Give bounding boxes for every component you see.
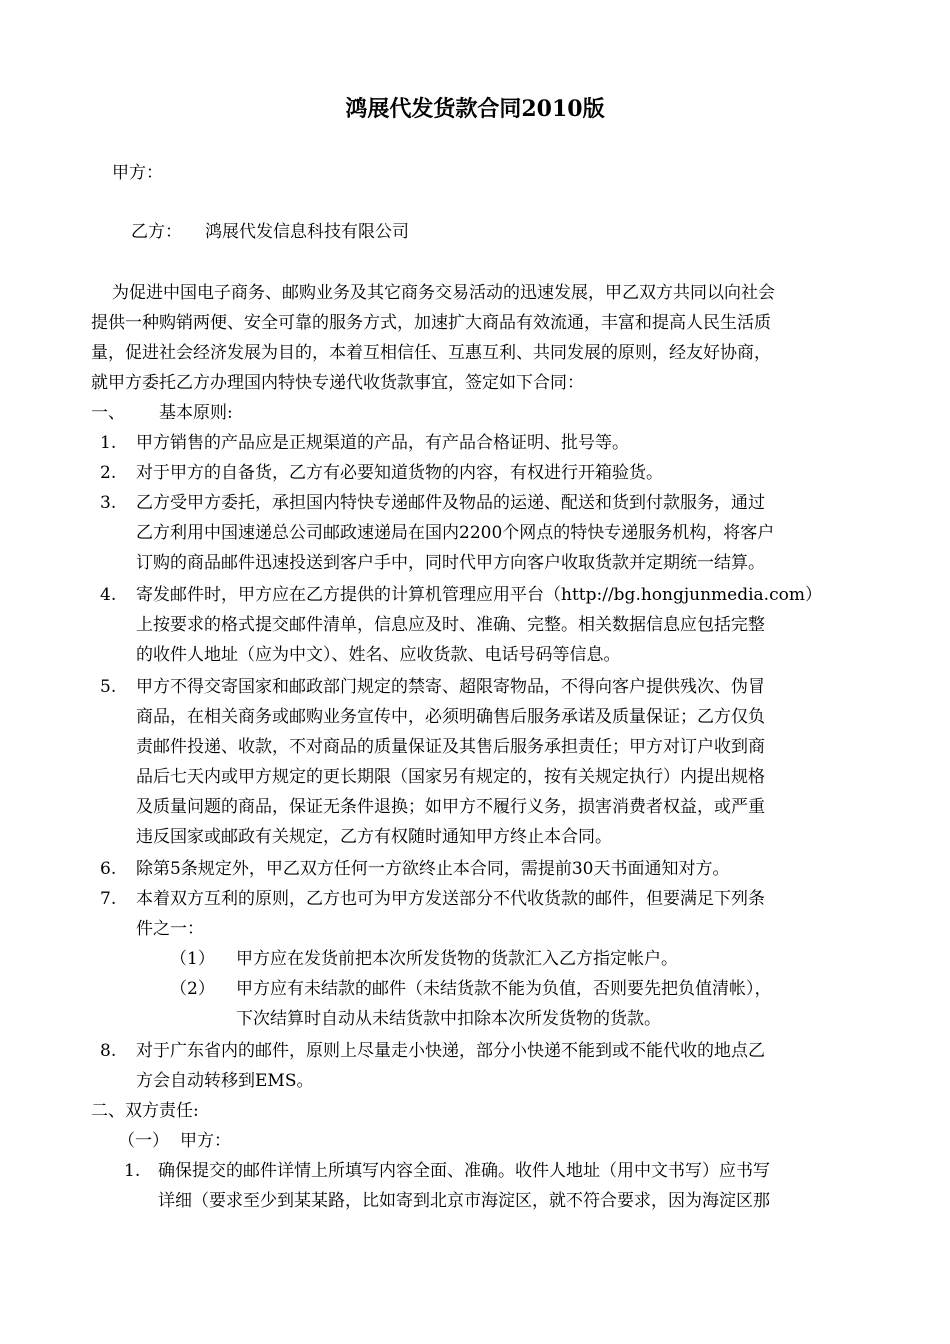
item-text: 方会自动转移到EMS。 bbox=[136, 1071, 314, 1091]
party-b-name: 鸿展代发信息科技有限公司 bbox=[205, 222, 409, 242]
item-text: 乙方利用中国速递总公司邮政速递局在国内2200个网点的特快专递服务机构，将客户 bbox=[136, 523, 775, 543]
item-text: 商品，在相关商务或邮购业务宣传中，必须明确售后服务承诺及质量保证；乙方仅负 bbox=[136, 707, 765, 727]
party-b-label: 乙方： bbox=[131, 222, 182, 242]
party-a: 甲方： bbox=[112, 163, 163, 183]
item-text: 详细（要求至少到某某路，比如寄到北京市海淀区，就不符合要求，因为海淀区那 bbox=[158, 1191, 770, 1211]
item-number: 3. bbox=[100, 493, 117, 513]
section-1-title: 基本原则: bbox=[159, 403, 233, 423]
item-number: 1. bbox=[124, 1161, 141, 1181]
item-text: 的收件人地址（应为中文）、姓名、应收货款、电话号码等信息。 bbox=[136, 645, 621, 665]
item-number: 6. bbox=[100, 859, 117, 879]
item-text: 上按要求的格式提交邮件清单，信息应及时、准确、完整。相关数据信息应包括完整 bbox=[136, 615, 765, 635]
item-text: 违反国家或邮政有关规定，乙方有权随时通知甲方终止本合同。 bbox=[136, 827, 612, 847]
item-text: 确保提交的邮件详情上所填写内容全面、准确。收件人地址（用中文书写）应书写 bbox=[158, 1161, 770, 1181]
item-text: 除第5条规定外，甲乙双方任何一方欲终止本合同，需提前30天书面通知对方。 bbox=[136, 859, 730, 879]
document-title: 鸿展代发货款合同2010版 bbox=[345, 96, 605, 122]
item-number: 1. bbox=[100, 433, 117, 453]
item-number: 8. bbox=[100, 1041, 117, 1061]
item-text: 订购的商品邮件迅速投送到客户手中，同时代甲方向客户收取货款并定期统一结算。 bbox=[136, 553, 765, 573]
item-number: 2. bbox=[100, 463, 117, 483]
item-text: 及质量问题的商品，保证无条件退换；如甲方不履行义务，损害消费者权益，或严重 bbox=[136, 797, 765, 817]
item-text: 寄发邮件时，甲方应在乙方提供的计算机管理应用平台（http://bg.hongjunmedia.com） bbox=[136, 585, 822, 605]
item-text: 品后七天内或甲方规定的更长期限（国家另有规定的，按有关规定执行）内提出规格 bbox=[136, 767, 765, 787]
section-2-title: 二、双方责任: bbox=[91, 1101, 199, 1121]
sub-item-text: 甲方应有未结款的邮件（未结货款不能为负值，否则要先把负值清帐）， bbox=[236, 979, 772, 999]
item-number: 4. bbox=[100, 585, 117, 605]
intro-line: 为促进中国电子商务、邮购业务及其它商务交易活动的迅速发展，甲乙双方共同以向社会 bbox=[112, 283, 775, 303]
sub-item-number: （1） bbox=[170, 949, 215, 969]
intro-line: 提供一种购销两便、安全可靠的服务方式，加速扩大商品有效流通，丰富和提高人民生活质 bbox=[91, 313, 771, 333]
intro-line: 量，促进社会经济发展为目的，本着互相信任、互惠互利、共同发展的原则，经友好协商， bbox=[91, 343, 771, 363]
subsection-number: （一） bbox=[118, 1131, 169, 1151]
item-text: 对于甲方的自备货，乙方有必要知道货物的内容，有权进行开箱验货。 bbox=[136, 463, 663, 483]
item-text: 乙方受甲方委托，承担国内特快专递邮件及物品的运递、配送和货到付款服务，通过 bbox=[136, 493, 765, 513]
subsection-title: 甲方： bbox=[180, 1131, 231, 1151]
item-text: 甲方不得交寄国家和邮政部门规定的禁寄、超限寄物品，不得向客户提供残次、伪冒 bbox=[136, 677, 765, 697]
sub-item-text: 甲方应在发货前把本次所发货物的货款汇入乙方指定帐户。 bbox=[236, 949, 678, 969]
sub-item-text: 下次结算时自动从未结货款中扣除本次所发货物的货款。 bbox=[236, 1009, 661, 1029]
item-number: 7. bbox=[100, 889, 117, 909]
section-1-number: 一、 bbox=[91, 403, 125, 423]
intro-line: 就甲方委托乙方办理国内特快专递代收货款事宜，签定如下合同： bbox=[91, 373, 584, 393]
item-text: 本着双方互利的原则，乙方也可为甲方发送部分不代收货款的邮件，但要满足下列条 bbox=[136, 889, 765, 909]
item-text: 甲方销售的产品应是正规渠道的产品，有产品合格证明、批号等。 bbox=[136, 433, 629, 453]
item-text: 件之一： bbox=[136, 919, 204, 939]
item-text: 责邮件投递、收款，不对商品的质量保证及其售后服务承担责任；甲方对订户收到商 bbox=[136, 737, 765, 757]
sub-item-number: （2） bbox=[170, 979, 215, 999]
item-number: 5. bbox=[100, 677, 117, 697]
item-text: 对于广东省内的邮件，原则上尽量走小快递，部分小快递不能到或不能代收的地点乙 bbox=[136, 1041, 765, 1061]
